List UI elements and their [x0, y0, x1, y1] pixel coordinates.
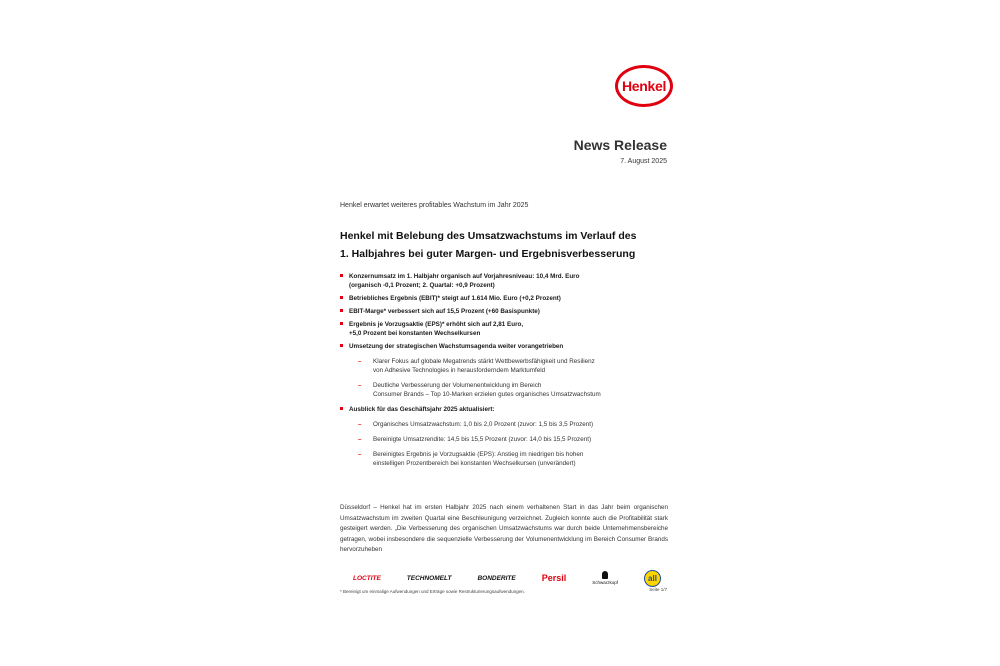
sub-bullet-item: – Organisches Umsatzwachstum: 1,0 bis 2,0 Prozent (zuvor: 1,5 bis 3,5 Prozent) [358, 421, 594, 428]
sub-bullet-item: – Bereinigte Umsatzrendite: 14,5 bis 15,5 Prozent (zuvor: 14,0 bis 15,5 Prozent) [358, 436, 592, 443]
red-square-bullet-icon [340, 296, 343, 299]
persil-logo: Persil [541, 573, 567, 583]
bullet-item: Umsetzung der strategischen Wachstumsagenda weiter vorangetrieben – Klarer Fokus auf globale Megatrends stärkt Wettbewerbsfähigkeit und Resilienz von Adhesive Technologies in herausforderndem Marktumfeld – Deutliche Verbesserung der Volumenentwicklung im Bereich Consumer Brands – Top 10-Marken erzielen gutes organisches Umsatzwachstum [340, 342, 670, 399]
loctite-logo: LOCTITE [353, 574, 381, 582]
dash-bullet-icon: – [358, 421, 362, 428]
headline [340, 227, 670, 263]
press-release-page [335, 60, 675, 605]
dash-bullet-icon: – [358, 436, 362, 443]
key-figures-list [340, 272, 670, 474]
brand-logo-row [353, 568, 661, 588]
release-date: 7. August 2025 [620, 158, 667, 165]
bullet-item: EBIT-Marge* verbessert sich auf 15,5 Prozent (+60 Basispunkte) [340, 307, 670, 316]
body-paragraph: Düsseldorf – Henkel hat im ersten Halbjahr 2025 nach einem verhaltenen Start in das Jahr beim organischen Umsatzwachstum im zweiten Quartal eine Beschleunigung verzeichnet. Zugleich konnte auch die Profitabilität stark gesteigert werden. „Die Verbesserung des organischen Umsatzwachstums war durch beide Unternehmensbereiche getragen, wobei insbesondere die sequenzielle Verbesserung der Volumenentwicklung im Bereich Consumer Brands hervorzuheben [340, 504, 668, 553]
footnote: * Bereinigt um einmalige Aufwendungen und Erträge sowie Restrukturierungsaufwendungen. [340, 589, 525, 594]
red-square-bullet-icon [340, 344, 343, 347]
headline-line-1: Henkel mit Belebung des Umsatzwachstums im Verlauf des [340, 230, 637, 242]
red-square-bullet-icon [340, 309, 343, 312]
page-number: Seite 1/7 [649, 587, 667, 592]
sub-bullet-list [349, 420, 670, 468]
bullet-item: Konzernumsatz im 1. Halbjahr organisch auf Vorjahresniveau: 10,4 Mrd. Euro (organisch -0,1 Prozent; 2. Quartal: +0,9 Prozent) [340, 272, 670, 290]
red-square-bullet-icon [340, 407, 343, 410]
dash-bullet-icon: – [358, 358, 362, 365]
henkel-logo [615, 65, 673, 107]
dash-bullet-icon: – [358, 451, 362, 458]
technomelt-logo: TECHNOMELT [406, 574, 452, 582]
red-square-bullet-icon [340, 322, 343, 325]
sub-bullet-list [349, 357, 670, 399]
sub-bullet-item: – Klarer Fokus auf globale Megatrends stärkt Wettbewerbsfähigkeit und Resilienz von Adhesive Technologies in herausforderndem Marktumfeld [358, 358, 595, 374]
dash-bullet-icon: – [358, 382, 362, 389]
all-logo: all [644, 570, 661, 587]
doc-type-title: News Release [573, 137, 667, 153]
bullet-item: Betriebliches Ergebnis (EBIT)* steigt auf 1.614 Mio. Euro (+0,2 Prozent) [340, 294, 670, 303]
bullet-item: Ausblick für das Geschäftsjahr 2025 aktualisiert: – Organisches Umsatzwachstum: 1,0 bis 2,0 Prozent (zuvor: 1,5 bis 3,5 Prozent) – Bereinigte Umsatzrendite: 14,5 bis 15,5 Prozent (zuvor: 14,0 bis 15,5 Prozent) – Bereinigtes Ergebnis je Vorzugsaktie (EPS): Anstieg im niedrigen bis hohen einstelligen Prozentbereich bei konstanten Wechselkursen (unverändert) [340, 405, 670, 468]
sub-bullet-item: – Bereinigtes Ergebnis je Vorzugsaktie (EPS): Anstieg im niedrigen bis hohen einstelligen Prozentbereich bei konstanten Wechselkursen (unverändert) [358, 451, 584, 467]
schwarzkopf-logo: Schwarzkopf [592, 571, 618, 585]
headline-line-2: 1. Halbjahres bei guter Margen- und Ergebnisverbesserung [340, 248, 636, 260]
red-square-bullet-icon [340, 274, 343, 277]
sub-bullet-item: – Deutliche Verbesserung der Volumenentwicklung im Bereich Consumer Brands – Top 10-Marken erzielen gutes organisches Umsatzwachstum [358, 382, 601, 398]
kicker-line: Henkel erwartet weiteres profitables Wachstum im Jahr 2025 [340, 202, 529, 209]
henkel-logo-text: Henkel [621, 78, 667, 94]
schwarzkopf-silhouette-icon [602, 571, 608, 579]
bullet-item: Ergebnis je Vorzugsaktie (EPS)* erhöht sich auf 2,81 Euro, +5,0 Prozent bei konstanten Wechselkursen [340, 320, 670, 338]
bonderite-logo: BONDERITE [477, 574, 516, 582]
